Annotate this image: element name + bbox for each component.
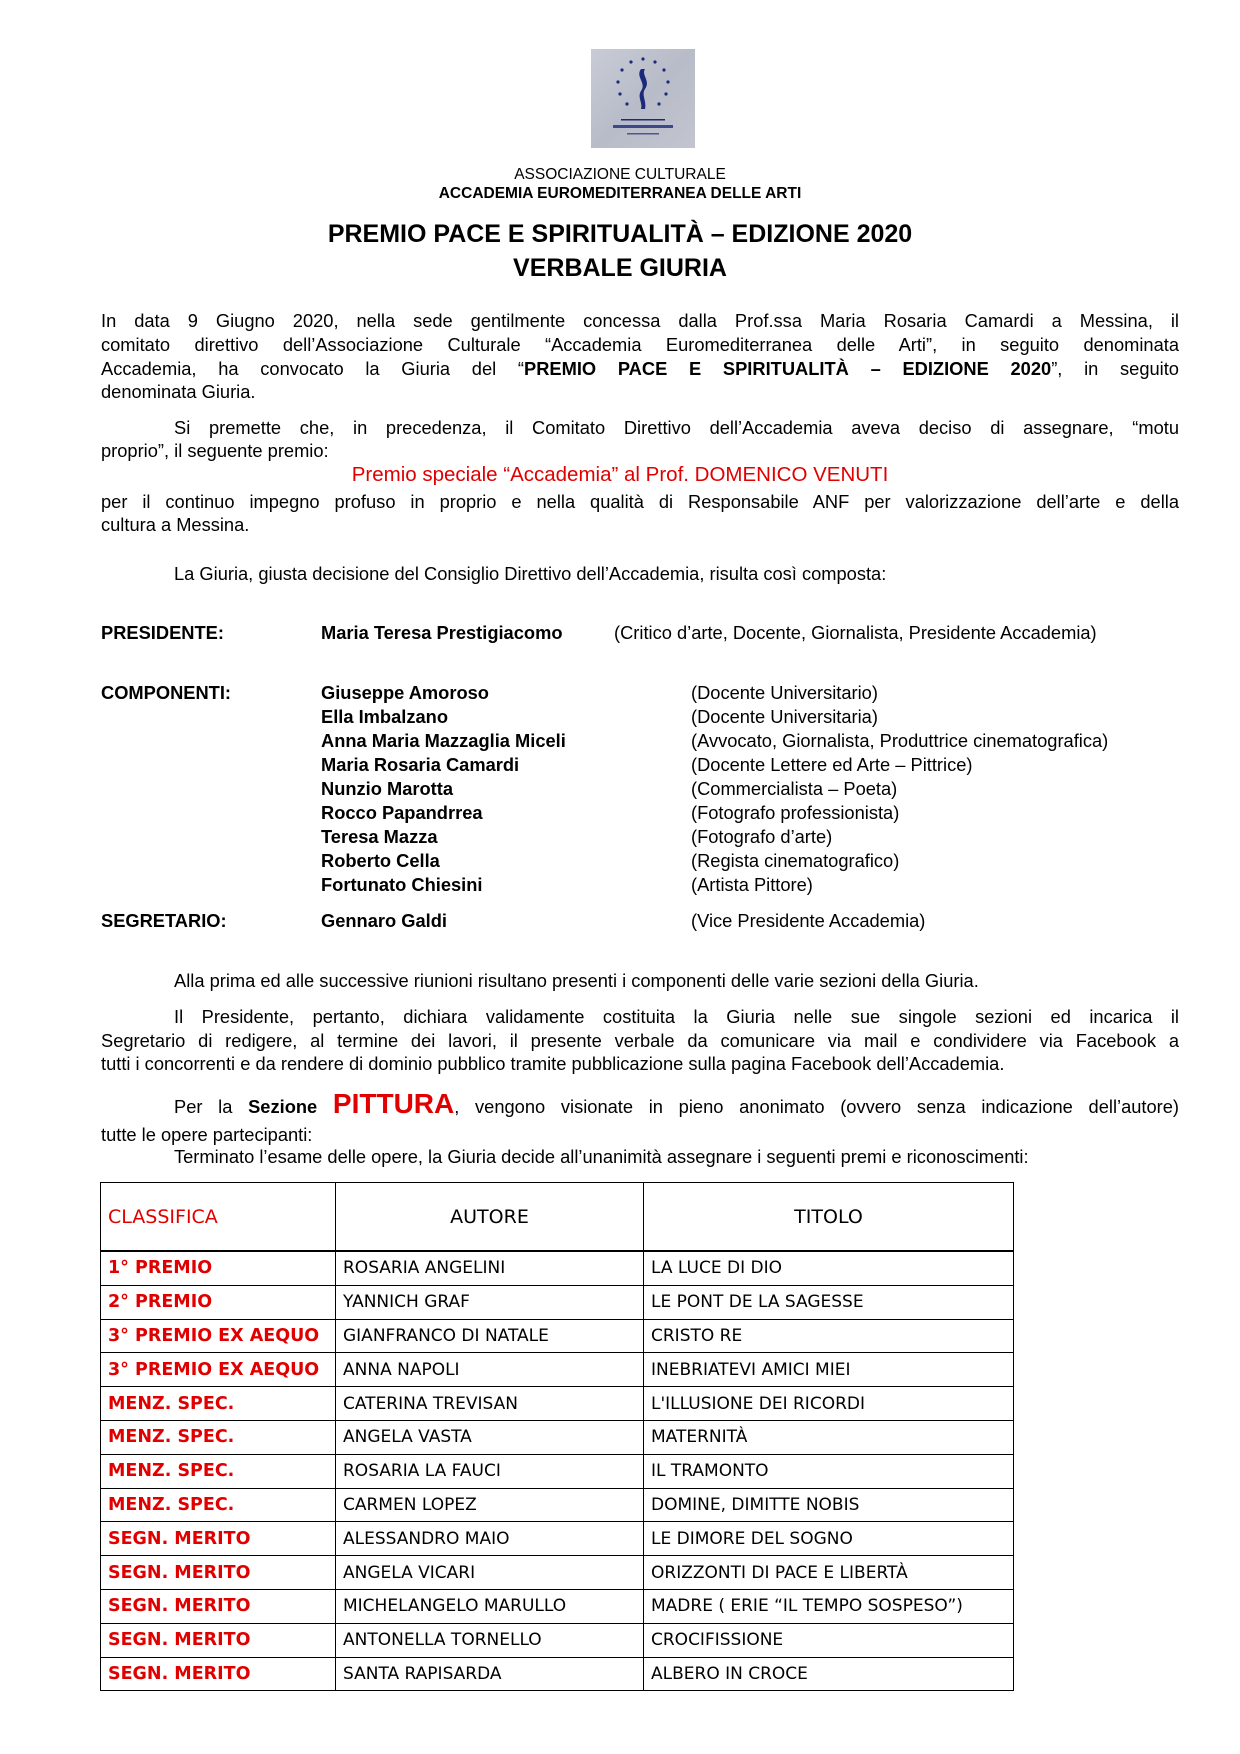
member-desc: (Artista Pittore): [691, 874, 813, 895]
title-cell: MADRE ( ERIE “IL TEMPO SOSPESO”): [644, 1589, 1014, 1623]
member-desc: (Regista cinematografico): [691, 850, 900, 871]
president-label: PRESIDENTE:: [101, 622, 224, 643]
member-name: Nunzio Marotta: [321, 778, 454, 799]
academy-logo: [591, 49, 695, 148]
rank-cell: MENZ. SPEC.: [101, 1420, 336, 1454]
secretary-name: Gennaro Galdi: [321, 910, 447, 931]
author-cell: SANTA RAPISARDA: [336, 1657, 644, 1691]
rank-cell: SEGN. MERITO: [101, 1556, 336, 1590]
rank-cell: SEGN. MERITO: [101, 1657, 336, 1691]
member-name: Roberto Cella: [321, 850, 440, 871]
author-cell: ANTONELLA TORNELLO: [336, 1623, 644, 1657]
table-row: [101, 1420, 1014, 1454]
member-name: Maria Rosaria Camardi: [321, 754, 520, 775]
table-row: [101, 1353, 1014, 1387]
table-row: [101, 1454, 1014, 1488]
rank-cell: MENZ. SPEC.: [101, 1488, 336, 1522]
member-name: Giuseppe Amoroso: [321, 682, 489, 703]
association-label: ASSOCIAZIONE CULTURALE: [514, 166, 726, 183]
title-cell: DOMINE, DIMITTE NOBIS: [644, 1488, 1014, 1522]
special-award: Premio speciale “Accademia” al Prof. DOMENICO VENUTI: [351, 463, 889, 486]
member-name: Fortunato Chiesini: [321, 874, 483, 895]
intro-line-2: comitato direttivo dell’Associazione Culturale “Accademia Euromediterranea delle Arti”, in seguito denominata: [101, 334, 1179, 355]
title-cell: LA LUCE DI DIO: [644, 1251, 1014, 1285]
association-name: ACCADEMIA EUROMEDITERRANEA DELLE ARTI: [438, 185, 802, 202]
intro-line-3: [101, 357, 1179, 381]
header-autore: AUTORE: [336, 1183, 644, 1252]
table-header-row: [101, 1183, 1014, 1252]
president-name: Maria Teresa Prestigiacomo: [321, 622, 563, 643]
member-desc: (Fotografo d’arte): [691, 826, 833, 847]
rank-cell: 2° PREMIO: [101, 1285, 336, 1319]
rank-cell: SEGN. MERITO: [101, 1522, 336, 1556]
intro-text-end: ”, in seguito: [1051, 358, 1179, 379]
rank-cell: SEGN. MERITO: [101, 1623, 336, 1657]
title-cell: CROCIFISSIONE: [644, 1623, 1014, 1657]
author-cell: CATERINA TREVISAN: [336, 1387, 644, 1421]
member-desc: (Avvocato, Giornalista, Produttrice cinematografica): [691, 730, 1109, 751]
member-name: Ella Imbalzano: [321, 706, 448, 727]
section-line-2: tutte le opere partecipanti:: [101, 1124, 313, 1145]
section-name: PITTURA: [332, 1088, 455, 1119]
author-cell: ANGELA VICARI: [336, 1556, 644, 1590]
section-line-3: Terminato l’esame delle opere, la Giuria decide all’unanimità assegnare i seguenti premi e riconoscimenti:: [174, 1146, 1029, 1167]
premise-line-3: per il continuo impegno profuso in proprio e nella qualità di Responsabile ANF per valorizzazione dell’arte e della: [101, 491, 1179, 512]
intro-premio-name: PREMIO PACE E SPIRITUALITÀ – EDIZIONE 2020: [524, 358, 1052, 379]
member-desc: (Fotografo professionista): [691, 802, 900, 823]
intro-line-4: denominata Giuria.: [101, 381, 256, 402]
table-row: [101, 1522, 1014, 1556]
section-post: , vengono visionate in pieno anonimato (ovvero senza indicazione dell’autore): [454, 1096, 1179, 1117]
president-para-line-1: Il Presidente, pertanto, dichiara validamente costituita la Giuria nelle sue singole sezioni ed incarica il: [174, 1006, 1179, 1027]
president-para-line-2: Segretario di redigere, al termine dei lavori, il presente verbale da comunicare via mail e condividere via Facebook a: [101, 1030, 1179, 1051]
title-cell: INEBRIATEVI AMICI MIEI: [644, 1353, 1014, 1387]
member-desc: (Docente Universitario): [691, 682, 878, 703]
table-row: [101, 1251, 1014, 1285]
secretary-desc: (Vice Presidente Accademia): [691, 910, 926, 931]
rank-cell: 3° PREMIO EX AEQUO: [101, 1319, 336, 1353]
title-cell: ALBERO IN CROCE: [644, 1657, 1014, 1691]
author-cell: ROSARIA LA FAUCI: [336, 1454, 644, 1488]
rank-cell: SEGN. MERITO: [101, 1589, 336, 1623]
title-cell: CRISTO RE: [644, 1319, 1014, 1353]
meetings-text: Alla prima ed alle successive riunioni risultano presenti i componenti delle varie sezioni della Giuria.: [174, 970, 979, 991]
table-row: [101, 1623, 1014, 1657]
rank-cell: 3° PREMIO EX AEQUO: [101, 1353, 336, 1387]
page-subtitle: VERBALE GIURIA: [513, 254, 727, 282]
premise-line-1: Si premette che, in precedenza, il Comitato Direttivo dell’Accademia aveva deciso di assegnare, “motu: [174, 417, 1179, 438]
title-cell: ORIZZONTI DI PACE E LIBERTÀ: [644, 1556, 1014, 1590]
members-label: COMPONENTI:: [101, 682, 231, 703]
premise-line-2: proprio”, il seguente premio:: [101, 440, 329, 461]
rank-cell: 1° PREMIO: [101, 1251, 336, 1285]
member-desc: (Commercialista – Poeta): [691, 778, 898, 799]
premise-line-4: cultura a Messina.: [101, 514, 250, 535]
author-cell: YANNICH GRAF: [336, 1285, 644, 1319]
section-line-1: [174, 1088, 1179, 1123]
jury-intro: La Giuria, giusta decisione del Consiglio Direttivo dell’Accademia, risulta così composta:: [174, 563, 887, 584]
section-pre: Per la: [174, 1096, 249, 1117]
member-name: Anna Maria Mazzaglia Miceli: [321, 730, 566, 751]
star-circle-logo-icon: [591, 49, 695, 148]
president-para-line-3: tutti i concorrenti e da rendere di dominio pubblico tramite pubblicazione sulla pagina Facebook dell’Accademia.: [101, 1053, 1005, 1074]
rank-cell: MENZ. SPEC.: [101, 1454, 336, 1488]
table-row: [101, 1556, 1014, 1590]
member-name: Rocco Papandrrea: [321, 802, 483, 823]
secretary-label: SEGRETARIO:: [101, 910, 227, 931]
member-desc: (Docente Universitaria): [691, 706, 878, 727]
header-classifica: CLASSIFICA: [101, 1183, 336, 1252]
results-table: [100, 1182, 1014, 1691]
author-cell: ROSARIA ANGELINI: [336, 1251, 644, 1285]
member-desc: (Docente Lettere ed Arte – Pittrice): [691, 754, 973, 775]
header-titolo: TITOLO: [644, 1183, 1014, 1252]
author-cell: ALESSANDRO MAIO: [336, 1522, 644, 1556]
title-cell: IL TRAMONTO: [644, 1454, 1014, 1488]
intro-line-1: In data 9 Giugno 2020, nella sede gentilmente concessa dalla Prof.ssa Maria Rosaria Camardi a Messina, il: [101, 310, 1179, 331]
author-cell: ANNA NAPOLI: [336, 1353, 644, 1387]
author-cell: CARMEN LOPEZ: [336, 1488, 644, 1522]
author-cell: GIANFRANCO DI NATALE: [336, 1319, 644, 1353]
title-cell: LE DIMORE DEL SOGNO: [644, 1522, 1014, 1556]
member-name: Teresa Mazza: [321, 826, 438, 847]
table-row: [101, 1319, 1014, 1353]
page-title: PREMIO PACE E SPIRITUALITÀ – EDIZIONE 2020: [327, 220, 913, 248]
intro-text: Accademia, ha convocato la Giuria del “: [101, 358, 524, 379]
rank-cell: MENZ. SPEC.: [101, 1387, 336, 1421]
table-row: [101, 1657, 1014, 1691]
table-row: [101, 1488, 1014, 1522]
section-label: Sezione: [248, 1096, 333, 1117]
table-row: [101, 1387, 1014, 1421]
author-cell: MICHELANGELO MARULLO: [336, 1589, 644, 1623]
author-cell: ANGELA VASTA: [336, 1420, 644, 1454]
table-row: [101, 1285, 1014, 1319]
president-desc: (Critico d’arte, Docente, Giornalista, Presidente Accademia): [614, 622, 1097, 643]
title-cell: LE PONT DE LA SAGESSE: [644, 1285, 1014, 1319]
title-cell: L'ILLUSIONE DEI RICORDI: [644, 1387, 1014, 1421]
table-row: [101, 1589, 1014, 1623]
title-cell: MATERNITÀ: [644, 1420, 1014, 1454]
